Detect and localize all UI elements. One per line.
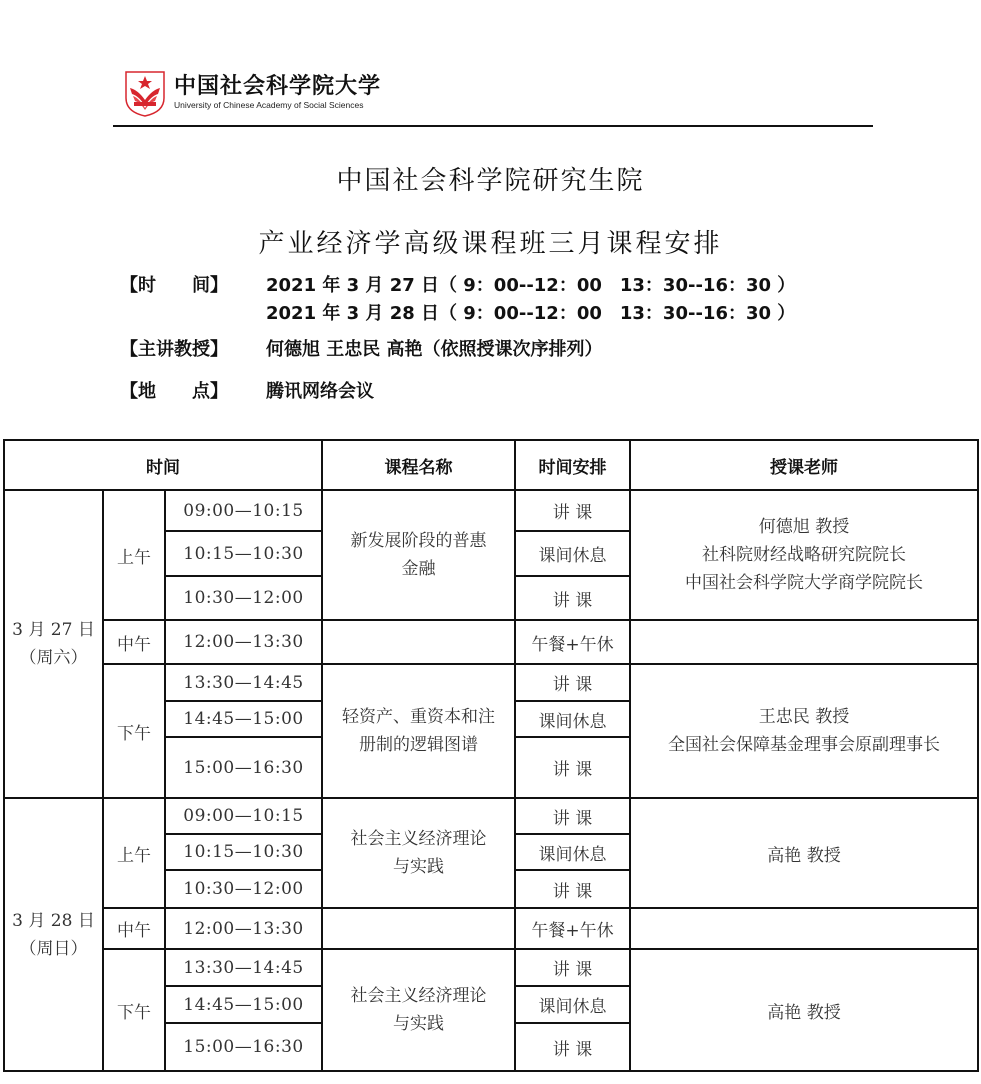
university-logo [122, 68, 381, 118]
info-time-label: 【时 间】 [120, 275, 228, 296]
time-slot: 13:30—14:45 [165, 664, 322, 701]
activity: 课间休息 [515, 986, 630, 1023]
info-lecturers [120, 335, 603, 361]
day-cell [4, 798, 103, 1071]
teacher-info [630, 798, 978, 908]
course-line: 金融 [401, 559, 436, 579]
activity: 课间休息 [515, 701, 630, 737]
course-line: 轻资产、重资本和注 [342, 707, 495, 727]
activity: 午餐+午休 [515, 620, 630, 664]
header-teacher: 授课老师 [630, 440, 978, 490]
activity: 讲 课 [515, 798, 630, 834]
activity: 课间休息 [515, 531, 630, 576]
info-location-label: 【地 点】 [120, 381, 228, 402]
course-line: 社会主义经济理论 [350, 986, 487, 1006]
header-course: 课程名称 [322, 440, 515, 490]
activity: 午餐+午休 [515, 908, 630, 949]
period-label: 下午 [103, 949, 165, 1071]
course-name [322, 664, 515, 798]
day-cell [4, 490, 103, 798]
activity: 讲 课 [515, 664, 630, 701]
info-time-2 [120, 299, 795, 325]
time-slot: 10:15—10:30 [165, 531, 322, 576]
teacher-line: 高艳 教授 [767, 845, 841, 866]
header-schedule: 时间安排 [515, 440, 630, 490]
course-name-empty [322, 908, 515, 949]
time-slot: 14:45—15:00 [165, 986, 322, 1023]
activity: 讲 课 [515, 490, 630, 531]
time-slot: 12:00—13:30 [165, 908, 322, 949]
page-title: 中国社会科学院研究生院 [336, 166, 645, 196]
activity: 课间休息 [515, 834, 630, 870]
activity: 讲 课 [515, 1023, 630, 1071]
teacher-info [630, 664, 978, 798]
time-slot: 15:00—16:30 [165, 1023, 322, 1071]
schedule-table [3, 439, 979, 1072]
course-name [322, 949, 515, 1071]
time-slot: 15:00—16:30 [165, 737, 322, 798]
activity: 讲 课 [515, 870, 630, 908]
teacher-line: 社科院财经战略研究院院长 [702, 545, 906, 565]
teacher-line: 中国社会科学院大学商学院院长 [685, 573, 923, 593]
info-time [120, 271, 795, 297]
time-slot: 12:00—13:30 [165, 620, 322, 664]
period-label: 上午 [103, 798, 165, 908]
time-slot: 09:00—10:15 [165, 798, 322, 834]
course-line: 册制的逻辑图谱 [359, 735, 478, 755]
info-time-line1: 2021 年 3 月 27 日（ 9：00--12：00 13：30--16：30 ） [266, 275, 796, 296]
info-location [120, 377, 374, 403]
logo-name-cn: 中国社会科学院大学 [174, 74, 382, 99]
teacher-line: 高艳 教授 [767, 1002, 841, 1023]
teacher-line: 何德旭 教授 [758, 517, 850, 537]
course-name [322, 798, 515, 908]
day-weekday: （周六） [19, 648, 88, 668]
teacher-empty [630, 908, 978, 949]
info-location-value: 腾讯网络会议 [266, 381, 374, 402]
course-name-empty [322, 620, 515, 664]
table-row [4, 490, 978, 531]
header-divider [113, 125, 873, 127]
time-slot: 13:30—14:45 [165, 949, 322, 986]
logo-name-en: University of Chinese Academy of Social Sciences [174, 100, 364, 110]
page-subtitle: 产业经济学高级课程班三月课程安排 [258, 229, 723, 259]
time-slot: 14:45—15:00 [165, 701, 322, 737]
info-time-line2: 2021 年 3 月 28 日（ 9：00--12：00 13：30--16：30 ） [266, 303, 796, 324]
teacher-info [630, 490, 978, 620]
table-row [4, 949, 978, 986]
time-slot: 10:15—10:30 [165, 834, 322, 870]
table-row [4, 664, 978, 701]
period-label: 上午 [103, 490, 165, 620]
period-label: 中午 [103, 908, 165, 949]
table-row [4, 620, 978, 664]
day-weekday: （周日） [19, 938, 88, 959]
activity: 讲 课 [515, 737, 630, 798]
course-name [322, 490, 515, 620]
course-line: 新发展阶段的普惠 [350, 531, 487, 551]
info-lecturers-label: 【主讲教授】 [120, 339, 228, 360]
time-slot: 10:30—12:00 [165, 870, 322, 908]
table-header-row [4, 440, 978, 490]
teacher-empty [630, 620, 978, 664]
university-emblem-icon [122, 68, 168, 118]
course-line: 社会主义经济理论 [350, 829, 487, 849]
period-label: 中午 [103, 620, 165, 664]
activity: 讲 课 [515, 949, 630, 986]
course-line: 与实践 [393, 1014, 444, 1034]
info-lecturers-value: 何德旭 王忠民 高艳（依照授课次序排列） [266, 339, 603, 360]
day-date: 3 月 27 日 [12, 620, 95, 640]
activity: 讲 课 [515, 576, 630, 620]
header-time: 时间 [4, 440, 322, 490]
period-label: 下午 [103, 664, 165, 798]
table-row [4, 908, 978, 949]
course-line: 与实践 [393, 857, 444, 877]
teacher-line: 全国社会保障基金理事会原副理事长 [668, 735, 940, 755]
time-slot: 09:00—10:15 [165, 490, 322, 531]
teacher-line: 王忠民 教授 [758, 707, 850, 727]
teacher-info [630, 949, 978, 1071]
table-row [4, 798, 978, 834]
day-date: 3 月 28 日 [12, 910, 95, 931]
time-slot: 10:30—12:00 [165, 576, 322, 620]
